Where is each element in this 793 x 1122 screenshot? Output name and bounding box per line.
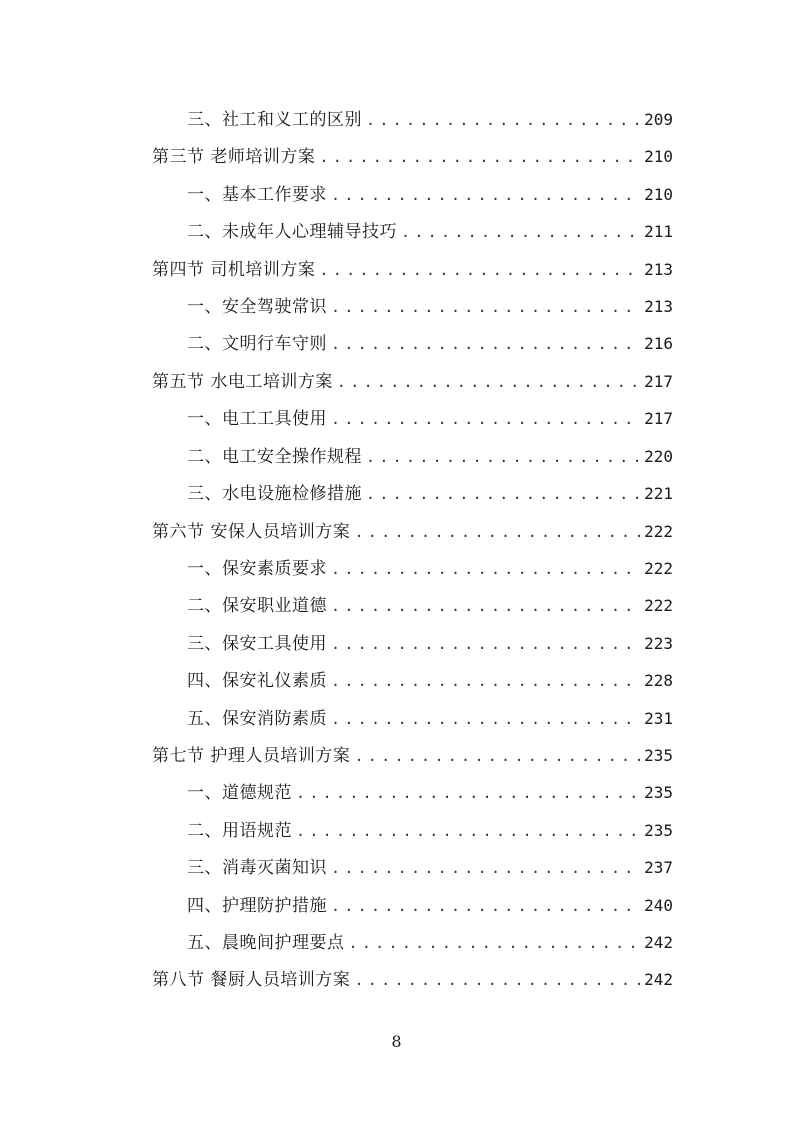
toc-entry-page: 242 <box>644 933 673 952</box>
toc-entry-title: 一、安全驾驶常识 <box>187 297 327 317</box>
toc-dot-leader <box>319 255 641 285</box>
toc-dot-leader <box>296 778 641 808</box>
toc-dot-leader <box>331 704 641 734</box>
toc-entry-title: 第四节 司机培训方案 <box>152 260 316 280</box>
toc-entry[interactable] <box>187 442 673 472</box>
toc-dot-leader <box>354 741 641 771</box>
toc-dot-leader <box>354 965 641 995</box>
toc-entry-title: 三、消毒灭菌知识 <box>187 858 327 878</box>
toc-dot-leader <box>354 517 641 547</box>
toc-entry-title: 一、电工工具使用 <box>187 409 327 429</box>
toc-entry-title: 第六节 安保人员培训方案 <box>152 522 351 542</box>
toc-entry-page: 221 <box>644 484 673 503</box>
toc-entry-title: 一、基本工作要求 <box>187 185 327 205</box>
toc-entry-page: 235 <box>644 821 673 840</box>
toc-entry[interactable] <box>152 367 673 397</box>
toc-dot-leader <box>331 554 641 584</box>
toc-entry[interactable] <box>187 105 673 135</box>
toc-entry[interactable] <box>152 741 673 771</box>
toc-dot-leader <box>331 666 641 696</box>
toc-entry-title: 五、晨晚间护理要点 <box>187 933 345 953</box>
toc-dot-leader <box>331 891 641 921</box>
toc-dot-leader <box>331 591 641 621</box>
toc-entry[interactable] <box>187 404 673 434</box>
toc-entry[interactable] <box>152 142 673 172</box>
toc-entry-title: 二、电工安全操作规程 <box>187 447 362 467</box>
toc-entry-page: 213 <box>644 297 673 316</box>
toc-entry-page: 222 <box>644 559 673 578</box>
toc-entry[interactable] <box>187 629 673 659</box>
toc-dot-leader <box>331 180 641 210</box>
toc-entry[interactable] <box>152 255 673 285</box>
toc-entry[interactable] <box>187 329 673 359</box>
toc-entry-page: 216 <box>644 334 673 353</box>
toc-entry-page: 220 <box>644 447 673 466</box>
toc-entry-title: 一、道德规范 <box>187 783 292 803</box>
toc-entry[interactable] <box>187 591 673 621</box>
toc-dot-leader <box>331 404 641 434</box>
toc-entry-title: 三、社工和义工的区别 <box>187 110 362 130</box>
toc-entry-page: 231 <box>644 709 673 728</box>
toc-entry-page: 228 <box>644 671 673 690</box>
toc-entry-page: 235 <box>644 746 673 765</box>
toc-entry-page: 211 <box>644 222 673 241</box>
toc-dot-leader <box>337 367 641 397</box>
toc-entry[interactable] <box>187 928 673 958</box>
toc-entry[interactable] <box>187 479 673 509</box>
toc-entry-title: 一、保安素质要求 <box>187 559 327 579</box>
toc-entry-page: 217 <box>644 409 673 428</box>
toc-entry-title: 四、护理防护措施 <box>187 896 327 916</box>
toc-entry[interactable] <box>187 666 673 696</box>
toc-entry-title: 五、保安消防素质 <box>187 709 327 729</box>
toc-entry-page: 237 <box>644 858 673 877</box>
toc-entry-title: 二、用语规范 <box>187 821 292 841</box>
toc-dot-leader <box>331 329 641 359</box>
toc-entry-title: 二、保安职业道德 <box>187 596 327 616</box>
toc-dot-leader <box>366 442 641 472</box>
toc-entry-page: 235 <box>644 783 673 802</box>
page-number: 8 <box>391 1032 402 1051</box>
toc-entry[interactable] <box>187 778 673 808</box>
toc-dot-leader <box>401 217 641 247</box>
toc-entry-page: 222 <box>644 522 673 541</box>
toc-entry-title: 第八节 餐厨人员培训方案 <box>152 970 351 990</box>
toc-entry-title: 三、保安工具使用 <box>187 634 327 654</box>
toc-entry-page: 210 <box>644 185 673 204</box>
toc-entry-page: 210 <box>644 147 673 166</box>
toc-entry[interactable] <box>187 292 673 322</box>
toc-entry-title: 三、水电设施检修措施 <box>187 484 362 504</box>
toc-entry[interactable] <box>187 217 673 247</box>
toc-entry-page: 222 <box>644 596 673 615</box>
toc-entry-page: 223 <box>644 634 673 653</box>
toc-entry[interactable] <box>187 554 673 584</box>
toc-dot-leader <box>319 142 641 172</box>
toc-entry-page: 209 <box>644 110 673 129</box>
toc-entry-page: 213 <box>644 260 673 279</box>
toc-entry[interactable] <box>152 965 673 995</box>
toc-dot-leader <box>349 928 642 958</box>
toc-entry[interactable] <box>152 517 673 547</box>
toc-dot-leader <box>331 292 641 322</box>
toc-entry-title: 第三节 老师培训方案 <box>152 147 316 167</box>
toc-entry-title: 二、文明行车守则 <box>187 334 327 354</box>
toc-dot-leader <box>331 853 641 883</box>
toc-entry-page: 240 <box>644 896 673 915</box>
toc-entry-title: 第七节 护理人员培训方案 <box>152 746 351 766</box>
toc-entry-page: 217 <box>644 372 673 391</box>
toc-entry-page: 242 <box>644 970 673 989</box>
toc-dot-leader <box>366 479 641 509</box>
toc-entry-title: 第五节 水电工培训方案 <box>152 372 333 392</box>
toc-entry[interactable] <box>187 891 673 921</box>
toc-entry[interactable] <box>187 704 673 734</box>
toc-entry[interactable] <box>187 180 673 210</box>
toc-entry[interactable] <box>187 816 673 846</box>
toc-dot-leader <box>366 105 641 135</box>
toc-entry-title: 二、未成年人心理辅导技巧 <box>187 222 397 242</box>
toc-entry[interactable] <box>187 853 673 883</box>
toc-dot-leader <box>331 629 641 659</box>
toc-dot-leader <box>296 816 641 846</box>
toc-entry-title: 四、保安礼仪素质 <box>187 671 327 691</box>
